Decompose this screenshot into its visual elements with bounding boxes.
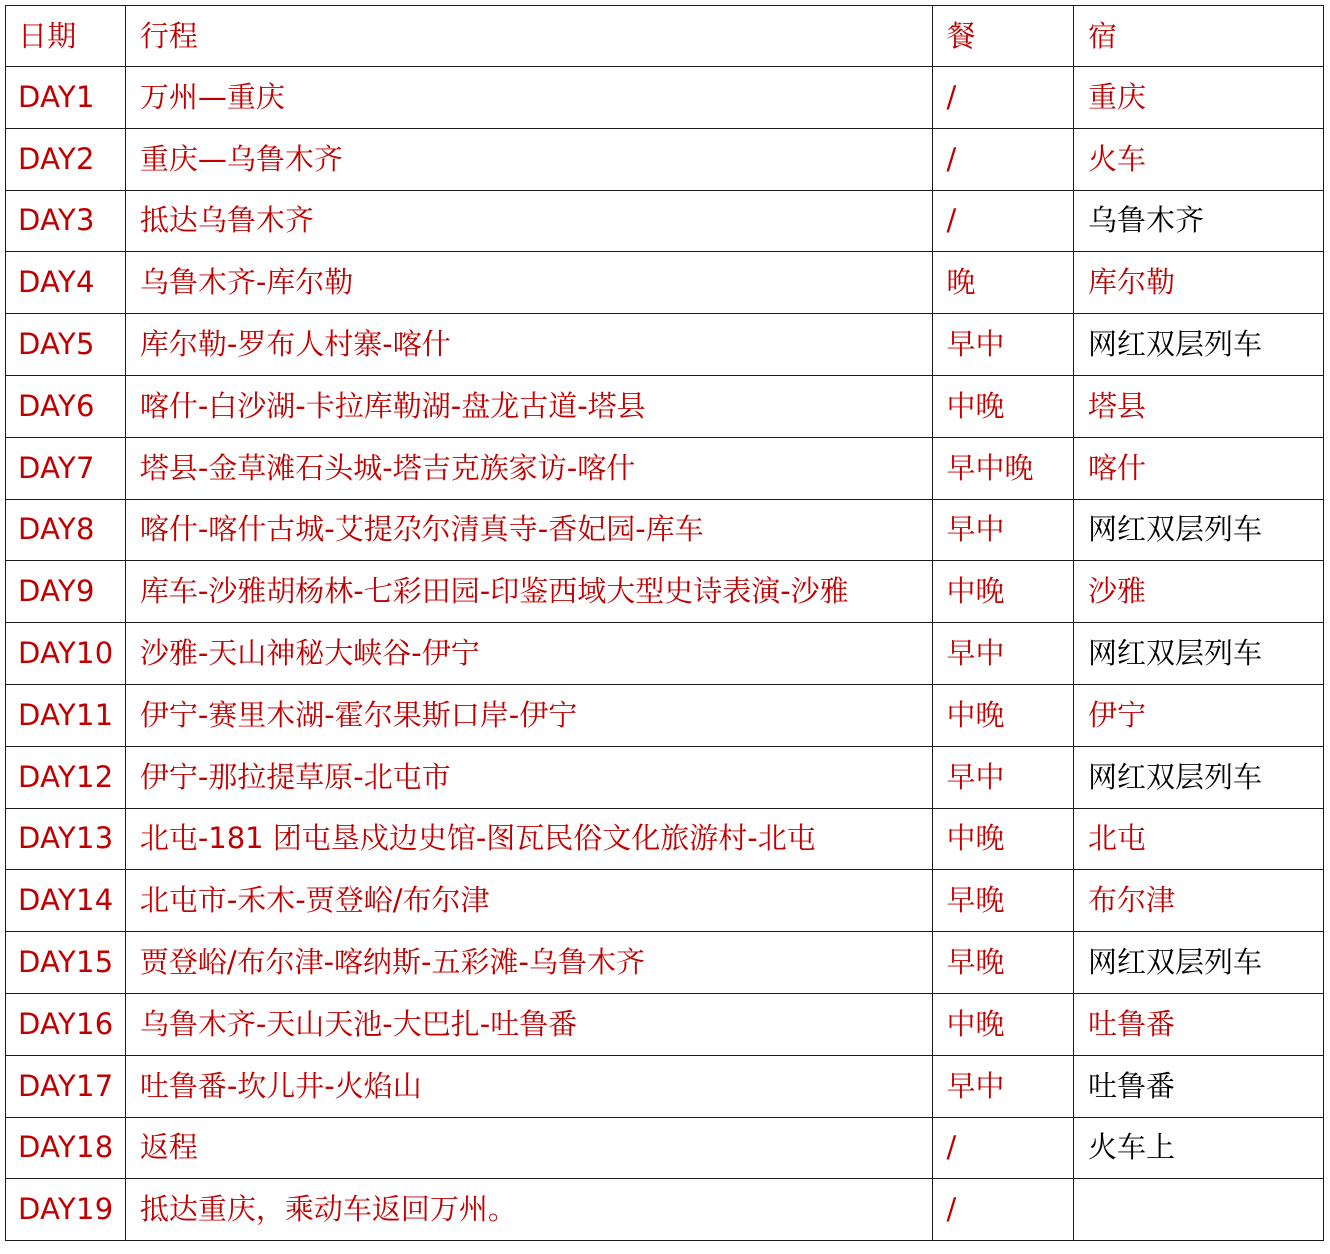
route-cell: 万州—重庆 [125,67,932,129]
day-cell: DAY19 [6,1179,126,1241]
route-cell: 抵达乌鲁木齐 [125,190,932,252]
route-cell: 抵达重庆，乘动车返回万州。 [125,1179,932,1241]
stay-cell: 网红双层列车 [1074,623,1324,685]
table-row [6,67,1324,129]
day-cell: DAY2 [6,128,126,190]
day-cell: DAY5 [6,314,126,376]
meal-cell: 早中 [932,1055,1074,1117]
route-cell: 沙雅-天山神秘大峡谷-伊宁 [125,623,932,685]
day-cell: DAY4 [6,252,126,314]
day-cell: DAY6 [6,375,126,437]
meal-cell: 中晚 [932,993,1074,1055]
route-cell: 喀什-喀什古城-艾提尕尔清真寺-香妃园-库车 [125,499,932,561]
route-cell: 伊宁-那拉提草原-北屯市 [125,746,932,808]
meal-cell: / [932,190,1074,252]
day-cell: DAY18 [6,1117,126,1179]
table-row [6,314,1324,376]
stay-cell: 网红双层列车 [1074,932,1324,994]
stay-cell: 喀什 [1074,437,1324,499]
stay-cell: 伊宁 [1074,684,1324,746]
day-cell: DAY7 [6,437,126,499]
table-row [6,623,1324,685]
day-cell: DAY13 [6,808,126,870]
table-row [6,375,1324,437]
stay-cell: 吐鲁番 [1074,993,1324,1055]
route-cell: 贾登峪/布尔津-喀纳斯-五彩滩-乌鲁木齐 [125,932,932,994]
table-row [6,932,1324,994]
route-cell: 北屯-181 团屯垦戍边史馆-图瓦民俗文化旅游村-北屯 [125,808,932,870]
table-row [6,1055,1324,1117]
day-cell: DAY11 [6,684,126,746]
meal-cell: 中晚 [932,808,1074,870]
table-row [6,1117,1324,1179]
header-stay: 宿 [1074,6,1324,67]
meal-cell: 早中 [932,314,1074,376]
table-row [6,252,1324,314]
table-body [6,6,1324,1241]
stay-cell: 火车 [1074,128,1324,190]
stay-cell: 网红双层列车 [1074,499,1324,561]
route-cell: 乌鲁木齐-天山天池-大巴扎-吐鲁番 [125,993,932,1055]
table-row [6,746,1324,808]
table-row [6,684,1324,746]
stay-cell: 塔县 [1074,375,1324,437]
stay-cell: 乌鲁木齐 [1074,190,1324,252]
table-header-row [6,6,1324,67]
meal-cell: / [932,128,1074,190]
stay-cell: 火车上 [1074,1117,1324,1179]
day-cell: DAY12 [6,746,126,808]
route-cell: 塔县-金草滩石头城-塔吉克族家访-喀什 [125,437,932,499]
route-cell: 乌鲁木齐-库尔勒 [125,252,932,314]
day-cell: DAY15 [6,932,126,994]
route-cell: 库尔勒-罗布人村寨-喀什 [125,314,932,376]
meal-cell: / [932,67,1074,129]
meal-cell: 早中 [932,499,1074,561]
day-cell: DAY16 [6,993,126,1055]
meal-cell: 中晚 [932,684,1074,746]
stay-cell: 沙雅 [1074,561,1324,623]
day-cell: DAY9 [6,561,126,623]
table-row [6,870,1324,932]
stay-cell: 重庆 [1074,67,1324,129]
meal-cell: 早晚 [932,932,1074,994]
route-cell: 库车-沙雅胡杨林-七彩田园-印鉴西域大型史诗表演-沙雅 [125,561,932,623]
stay-cell: 网红双层列车 [1074,314,1324,376]
meal-cell: 晚 [932,252,1074,314]
route-cell: 吐鲁番-坎儿井-火焰山 [125,1055,932,1117]
table-row [6,1179,1324,1241]
route-cell: 返程 [125,1117,932,1179]
stay-cell: 北屯 [1074,808,1324,870]
day-cell: DAY1 [6,67,126,129]
meal-cell: 中晚 [932,375,1074,437]
stay-cell: 布尔津 [1074,870,1324,932]
table-row [6,437,1324,499]
day-cell: DAY10 [6,623,126,685]
route-cell: 北屯市-禾木-贾登峪/布尔津 [125,870,932,932]
header-date: 日期 [6,6,126,67]
table-row [6,499,1324,561]
meal-cell: 早中晚 [932,437,1074,499]
meal-cell: 中晚 [932,561,1074,623]
day-cell: DAY14 [6,870,126,932]
day-cell: DAY17 [6,1055,126,1117]
table-row [6,128,1324,190]
stay-cell [1074,1179,1324,1241]
table-row [6,808,1324,870]
day-cell: DAY8 [6,499,126,561]
stay-cell: 吐鲁番 [1074,1055,1324,1117]
header-route: 行程 [125,6,932,67]
stay-cell: 网红双层列车 [1074,746,1324,808]
meal-cell: / [932,1117,1074,1179]
meal-cell: 早晚 [932,870,1074,932]
meal-cell: 早中 [932,746,1074,808]
stay-cell: 库尔勒 [1074,252,1324,314]
route-cell: 伊宁-赛里木湖-霍尔果斯口岸-伊宁 [125,684,932,746]
table-row [6,561,1324,623]
header-meal: 餐 [932,6,1074,67]
day-cell: DAY3 [6,190,126,252]
itinerary-table [5,5,1324,1241]
route-cell: 重庆—乌鲁木齐 [125,128,932,190]
route-cell: 喀什-白沙湖-卡拉库勒湖-盘龙古道-塔县 [125,375,932,437]
meal-cell: 早中 [932,623,1074,685]
meal-cell: / [932,1179,1074,1241]
table-row [6,190,1324,252]
table-row [6,993,1324,1055]
